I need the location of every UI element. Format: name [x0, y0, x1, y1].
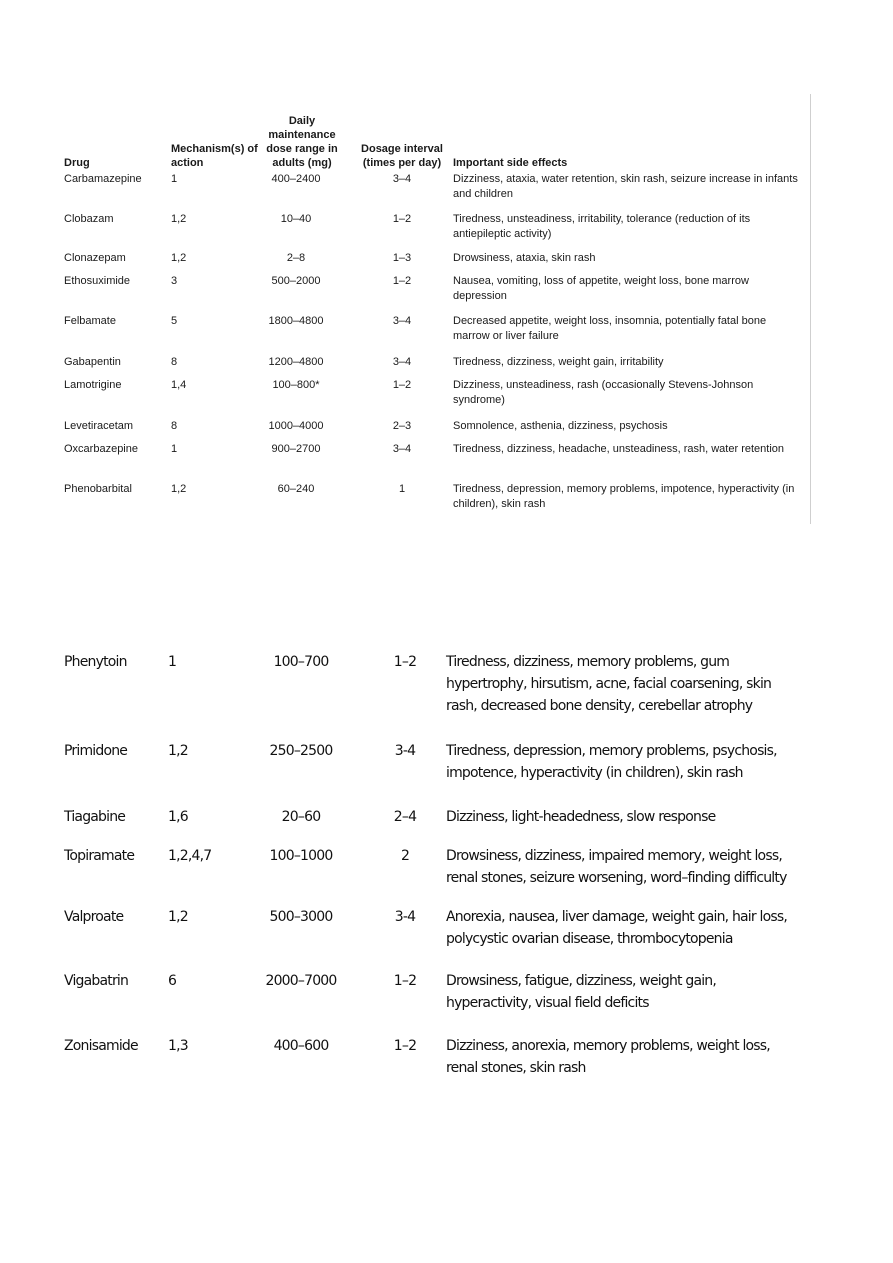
drug-name: Felbamate: [64, 315, 116, 327]
header-drug: Drug: [64, 157, 90, 169]
dosage-interval: 1–2: [393, 973, 417, 989]
dose-range: 400–600: [273, 1038, 329, 1054]
header-side-effects: Important side effects: [453, 157, 568, 169]
mechanism: 1,6: [168, 809, 188, 825]
dose-range: 1000–4000: [268, 420, 324, 432]
dosage-interval: 1–2: [392, 213, 412, 225]
side-effects: Tiredness, dizziness, weight gain, irritability: [453, 356, 664, 368]
mechanism: 1: [168, 654, 177, 670]
header-dose: Daily maintenance dose range in adults (mg): [266, 115, 338, 169]
drug-name: Primidone: [64, 743, 128, 759]
drug-name: Clobazam: [64, 213, 114, 225]
dose-range: 500–2000: [271, 275, 321, 287]
drug-name: Levetiracetam: [64, 420, 134, 432]
mechanism: 1,2: [171, 252, 187, 264]
drug-name: Zonisamide: [64, 1038, 138, 1054]
header-interval: Dosage interval (times per day): [361, 143, 443, 169]
side-effects: Tiredness, dizziness, headache, unsteadiness, rash, water retention: [453, 443, 784, 455]
dosage-interval: 3-4: [394, 909, 416, 925]
mechanism: 1,2: [168, 743, 188, 759]
mechanism: 1: [171, 443, 178, 455]
mechanism: 8: [171, 420, 178, 432]
side-effects: Drowsiness, dizziness, impaired memory, weight loss, renal stones, seizure worsening, word–finding difficulty: [446, 848, 787, 886]
dose-range: 2–8: [286, 252, 306, 264]
drug-name: Phenobarbital: [64, 483, 132, 495]
dosage-interval: 1–2: [392, 275, 412, 287]
mechanism: 1,2: [168, 909, 188, 925]
side-effects: Dizziness, light-headedness, slow response: [446, 809, 716, 825]
table-row: [64, 845, 804, 889]
side-effects: Decreased appetite, weight loss, insomnia, potentially fatal bone marrow or liver failure: [453, 315, 767, 342]
dosage-interval: 2–4: [393, 809, 417, 825]
dose-range: 10–40: [280, 213, 312, 225]
side-effects: Somnolence, asthenia, dizziness, psychosis: [453, 420, 668, 432]
drug-name: Vigabatrin: [64, 973, 129, 989]
side-effects: Dizziness, unsteadiness, rash (occasionally Stevens-Johnson syndrome): [453, 379, 754, 406]
drug-name: Oxcarbazepine: [64, 443, 138, 455]
mechanism: 6: [168, 973, 177, 989]
mechanism: 1,2: [171, 483, 187, 495]
drug-name: Topiramate: [64, 848, 135, 864]
drug-name: Phenytoin: [64, 654, 127, 670]
dosage-interval: 1–2: [393, 1038, 417, 1054]
table-row: [64, 806, 804, 828]
side-effects: Dizziness, anorexia, memory problems, weight loss, renal stones, skin rash: [446, 1038, 770, 1076]
table-row: [64, 314, 804, 344]
table-row: [64, 378, 804, 408]
dose-range: 400–2400: [271, 173, 321, 185]
column-divider: [810, 94, 811, 524]
dose-range: 1800–4800: [268, 315, 324, 327]
drug-name: Tiagabine: [64, 809, 126, 825]
dosage-interval: 2–3: [392, 420, 412, 432]
dosage-interval: 1: [398, 483, 406, 495]
side-effects: Anorexia, nausea, liver damage, weight gain, hair loss, polycystic ovarian disease, thrombocytopenia: [446, 909, 787, 947]
table-header: [64, 100, 804, 172]
side-effects: Tiredness, dizziness, memory problems, gum hypertrophy, hirsutism, acne, facial coarsening, skin rash, decreased bone density, cerebellar atrophy: [446, 654, 772, 714]
table-row: [64, 419, 804, 434]
dose-range: 100–1000: [269, 848, 333, 864]
dosage-interval: 3-4: [394, 743, 416, 759]
dose-range: 60–240: [277, 483, 315, 495]
side-effects: Nausea, vomiting, loss of appetite, weight loss, bone marrow depression: [453, 275, 749, 302]
side-effects: Tiredness, depression, memory problems, psychosis, impotence, hyperactivity (in children), skin rash: [446, 743, 777, 781]
mechanism: 8: [171, 356, 178, 368]
dose-range: 20–60: [281, 809, 321, 825]
table-row: [64, 1035, 804, 1079]
drug-name: Clonazepam: [64, 252, 126, 264]
dosage-interval: 3–4: [392, 443, 412, 455]
mechanism: 5: [171, 315, 178, 327]
dose-range: 900–2700: [271, 443, 321, 455]
side-effects: Tiredness, unsteadiness, irritability, tolerance (reduction of its antiepileptic activity): [453, 213, 751, 240]
table-row: [64, 740, 804, 784]
table-row: [64, 442, 804, 457]
drug-table-top: [64, 100, 804, 510]
table-row: [64, 274, 804, 304]
table-row: [64, 906, 804, 950]
dose-range: 250–2500: [269, 743, 333, 759]
side-effects: Tiredness, depression, memory problems, impotence, hyperactivity (in children), skin rash: [453, 483, 795, 510]
mechanism: 1,4: [171, 379, 187, 391]
side-effects: Drowsiness, ataxia, skin rash: [453, 252, 596, 264]
dosage-interval: 1–2: [392, 379, 412, 391]
dosage-interval: 3–4: [392, 315, 412, 327]
drug-name: Valproate: [64, 909, 124, 925]
drug-name: Gabapentin: [64, 356, 121, 368]
mechanism: 1,3: [168, 1038, 188, 1054]
dosage-interval: 3–4: [392, 173, 412, 185]
table-row: [64, 251, 804, 266]
table-row: [64, 482, 804, 512]
mechanism: 1,2: [171, 213, 187, 225]
header-mechanism: Mechanism(s) of action: [171, 143, 258, 169]
dose-range: 2000–7000: [265, 973, 337, 989]
table-row: [64, 172, 804, 202]
mechanism: 3: [171, 275, 178, 287]
table-row: [64, 355, 804, 370]
drug-name: Carbamazepine: [64, 173, 142, 185]
table-row: [64, 970, 804, 1014]
drug-name: Lamotrigine: [64, 379, 122, 391]
drug-name: Ethosuximide: [64, 275, 131, 287]
dosage-interval: 3–4: [392, 356, 412, 368]
mechanism: 1,2,4,7: [168, 848, 212, 864]
side-effects: Drowsiness, fatigue, dizziness, weight gain, hyperactivity, visual field deficits: [446, 973, 717, 1011]
dose-range: 100–700: [273, 654, 329, 670]
dosage-interval: 1–3: [392, 252, 412, 264]
dosage-interval: 2: [400, 848, 410, 864]
mechanism: 1: [171, 173, 178, 185]
dose-range: 500–3000: [269, 909, 333, 925]
dose-range: 100–800*: [272, 379, 320, 391]
table-row: [64, 212, 804, 242]
dose-range: 1200–4800: [268, 356, 324, 368]
side-effects: Dizziness, ataxia, water retention, skin rash, seizure increase in infants and children: [453, 173, 798, 200]
dosage-interval: 1–2: [393, 654, 417, 670]
table-row: [64, 651, 804, 717]
